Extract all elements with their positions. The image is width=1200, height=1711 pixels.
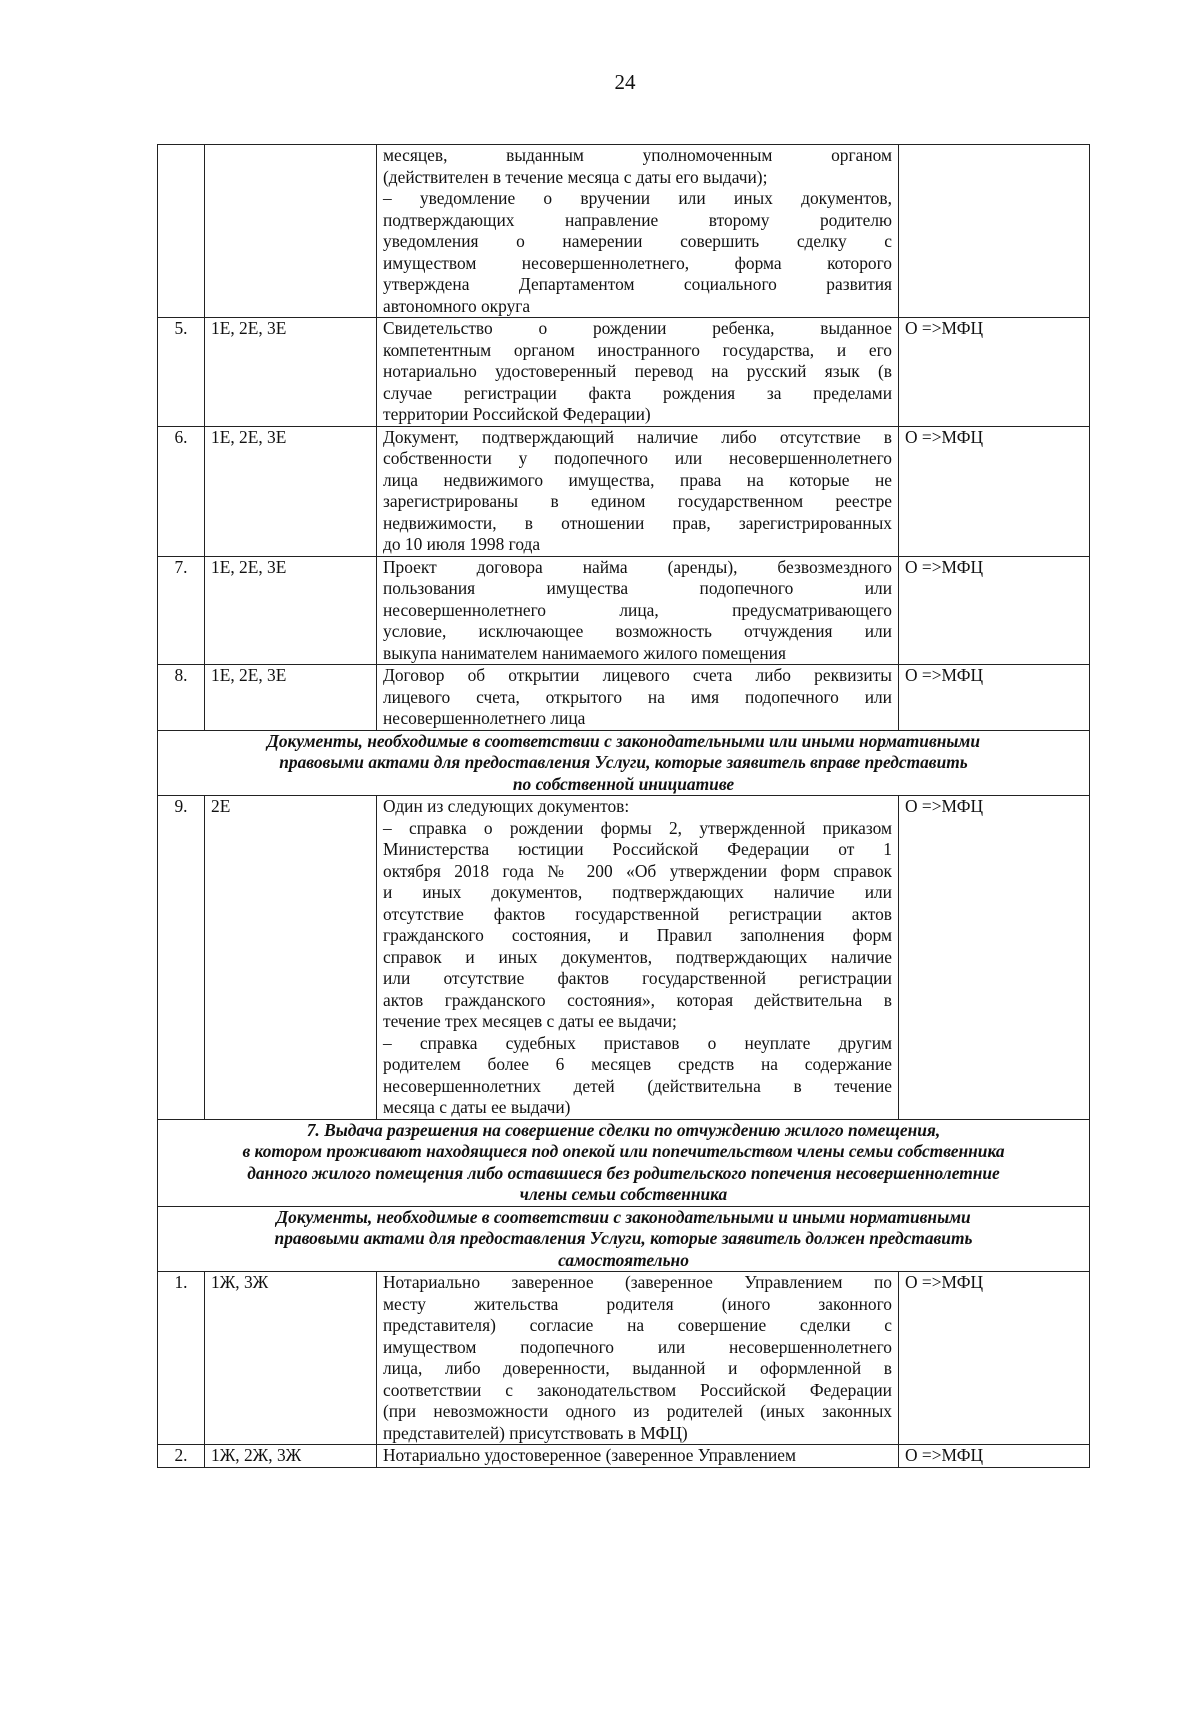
submission-method: О =>МФЦ (899, 426, 1090, 556)
description-line: – справка судебных приставов о неуплате другим (383, 1032, 892, 1053)
section-heading-line: данного жилого помещения либо оставшиеся без родительского попечения несовершеннолетние (247, 1162, 1000, 1183)
description-line: Нотариально удостоверенное (заверенное Управлением (383, 1445, 797, 1465)
description-line: месяца с даты ее выдачи) (383, 1097, 571, 1117)
description-line: недвижимости, в отношении прав, зарегистрированных (383, 512, 892, 533)
applicant-codes: 1Ж, 2Ж, 3Ж (205, 1445, 377, 1468)
description-line: справок и иных документов, подтверждающих наличие (383, 946, 892, 967)
table-row (158, 665, 1090, 731)
description-line: территории Российской Федерации) (383, 404, 651, 424)
description-line: имуществом несовершеннолетнего, форма которого (383, 252, 892, 273)
description-line: лица недвижимого имущества, права на которые не (383, 469, 892, 490)
row-number: 5. (158, 318, 205, 427)
document-description (377, 665, 899, 731)
description-line: октября 2018 года № 200 «Об утверждении форм справок (383, 860, 892, 881)
description-line: Документ, подтверждающий наличие либо отсутствие в (383, 426, 892, 447)
page-number: 24 (614, 70, 636, 94)
description-line: или отсутствие фактов государственной регистрации (383, 968, 892, 988)
document-description (377, 426, 899, 556)
section-heading-line: Документы, необходимые в соответствии с законодательными и иными нормативными (276, 1206, 971, 1227)
description-line: представителей) присутствовать в МФЦ) (383, 1422, 688, 1443)
submission-method: О =>МФЦ (899, 318, 1090, 427)
description-line: компетентным органом иностранного государства, и его (383, 339, 892, 360)
table-row (158, 796, 1090, 1120)
section-heading (158, 1119, 1090, 1206)
table-row (158, 145, 1090, 318)
description-line: (при невозможности одного из родителей (иных законных (383, 1401, 892, 1421)
submission-method: О =>МФЦ (899, 665, 1090, 731)
description-line: Договор об открытии лицевого счета либо реквизиты (383, 665, 892, 685)
applicant-codes: 1Е, 2Е, 3Е (205, 556, 377, 665)
document-description (377, 145, 899, 318)
applicant-codes: 1Е, 2Е, 3Е (205, 665, 377, 731)
row-number: 8. (158, 665, 205, 731)
description-line: несовершеннолетнего лица (383, 708, 586, 728)
submission-method: О =>МФЦ (899, 556, 1090, 665)
section-header-row (158, 1119, 1090, 1206)
description-line: гражданского состояния, и Правил заполнения форм (383, 925, 892, 945)
submission-method: О =>МФЦ (899, 796, 1090, 1120)
description-line: выкупа нанимателем нанимаемого жилого помещения (383, 642, 786, 663)
description-line: утверждена Департаментом социального развития (383, 274, 892, 294)
description-line: пользования имущества подопечного или (383, 578, 892, 598)
description-line: – уведомление о вручении или иных документов, (383, 188, 892, 208)
applicant-codes: 1Е, 2Е, 3Е (205, 426, 377, 556)
description-line: представителя) согласие на совершение сделки с (383, 1315, 892, 1335)
description-line: лицевого счета, открытого на имя подопечного или (383, 686, 892, 707)
section-heading (158, 1206, 1090, 1272)
table-row (158, 556, 1090, 665)
applicant-codes (205, 145, 377, 318)
row-number: 7. (158, 556, 205, 665)
document-description (377, 1272, 899, 1445)
description-line: (действителен в течение месяца с даты его выдачи); (383, 166, 768, 187)
description-line: случае регистрации факта рождения за пределами (383, 382, 892, 403)
description-line: Свидетельство о рождении ребенка, выданное (383, 318, 892, 338)
section-header-row (158, 1206, 1090, 1272)
applicant-codes: 2Е (205, 796, 377, 1120)
description-line: соответствии с законодательством Российской Федерации (383, 1379, 892, 1400)
submission-method (899, 145, 1090, 318)
section-heading (158, 730, 1090, 796)
document-description (377, 796, 899, 1120)
description-line: лица, либо доверенности, выданной и оформленной в (383, 1358, 892, 1378)
applicant-codes: 1Ж, 3Ж (205, 1272, 377, 1445)
submission-method: О =>МФЦ (899, 1272, 1090, 1445)
section-header-row (158, 730, 1090, 796)
description-line: течение трех месяцев с даты ее выдачи; (383, 1011, 677, 1031)
section-heading-line: в котором проживают находящиеся под опекой или попечительством члены семьи собственника (242, 1141, 1005, 1161)
description-line: родителем более 6 месяцев средств на содержание (383, 1054, 892, 1074)
section-heading-line: члены семьи собственника (519, 1184, 728, 1204)
description-line: нотариально удостоверенный перевод на русский язык (в (383, 361, 892, 381)
document-description (377, 318, 899, 427)
description-line: собственности у подопечного или несовершеннолетнего (383, 448, 892, 468)
row-number: 9. (158, 796, 205, 1120)
description-line: месту жительства родителя (иного законного (383, 1293, 892, 1314)
section-heading-line: по собственной инициативе (512, 773, 735, 794)
applicant-codes: 1Е, 2Е, 3Е (205, 318, 377, 427)
section-heading-line: правовыми актами для предоставления Услуги, которые заявитель вправе представить (279, 752, 968, 772)
document-description (377, 1445, 899, 1468)
description-line: имуществом подопечного или несовершеннолетнего (383, 1336, 892, 1357)
description-line: Нотариально заверенное (заверенное Управлением по (383, 1272, 892, 1292)
description-line: уведомления о намерении совершить сделку с (383, 231, 892, 251)
description-line: до 10 июля 1998 года (383, 534, 541, 554)
section-heading-line: 7. Выдача разрешения на совершение сделки по отчуждению жилого помещения, (306, 1119, 941, 1140)
description-line: Проект договора найма (аренды), безвозмездного (383, 556, 892, 577)
description-line: и иных документов, подтверждающих наличие или (383, 882, 892, 902)
row-number (158, 145, 205, 318)
section-heading-line: самостоятельно (558, 1249, 689, 1270)
description-line: условие, исключающее возможность отчуждения или (383, 621, 892, 641)
description-line: – справка о рождении формы 2, утвержденной приказом (383, 817, 892, 838)
description-line: несовершеннолетнего лица, предусматривающего (383, 599, 892, 620)
table-row (158, 1272, 1090, 1445)
table-row (158, 1445, 1090, 1468)
section-heading-line: Документы, необходимые в соответствии с законодательными или иными нормативными (266, 730, 981, 751)
documents-table-body (158, 145, 1090, 1468)
description-line: актов гражданского состояния», которая действительна в (383, 989, 892, 1010)
description-line: автономного округа (383, 295, 531, 316)
table-row (158, 426, 1090, 556)
documents-table (157, 144, 1090, 1468)
description-line: отсутствие фактов государственной регистрации актов (383, 903, 892, 924)
table-row (158, 318, 1090, 427)
description-line: несовершеннолетних детей (действительна в течение (383, 1075, 892, 1096)
description-line: месяцев, выданным уполномоченным органом (383, 145, 892, 165)
row-number: 2. (158, 1445, 205, 1468)
row-number: 6. (158, 426, 205, 556)
description-line: Министерства юстиции Российской Федерации от 1 (383, 839, 892, 859)
section-heading-line: правовыми актами для предоставления Услуги, которые заявитель должен представить (274, 1228, 973, 1248)
description-line: подтверждающих направление второму родителю (383, 209, 892, 230)
description-line: зарегистрированы в едином государственном реестре (383, 491, 892, 511)
document-description (377, 556, 899, 665)
submission-method: О =>МФЦ (899, 1445, 1090, 1468)
row-number: 1. (158, 1272, 205, 1445)
description-line: Один из следующих документов: (383, 796, 630, 816)
